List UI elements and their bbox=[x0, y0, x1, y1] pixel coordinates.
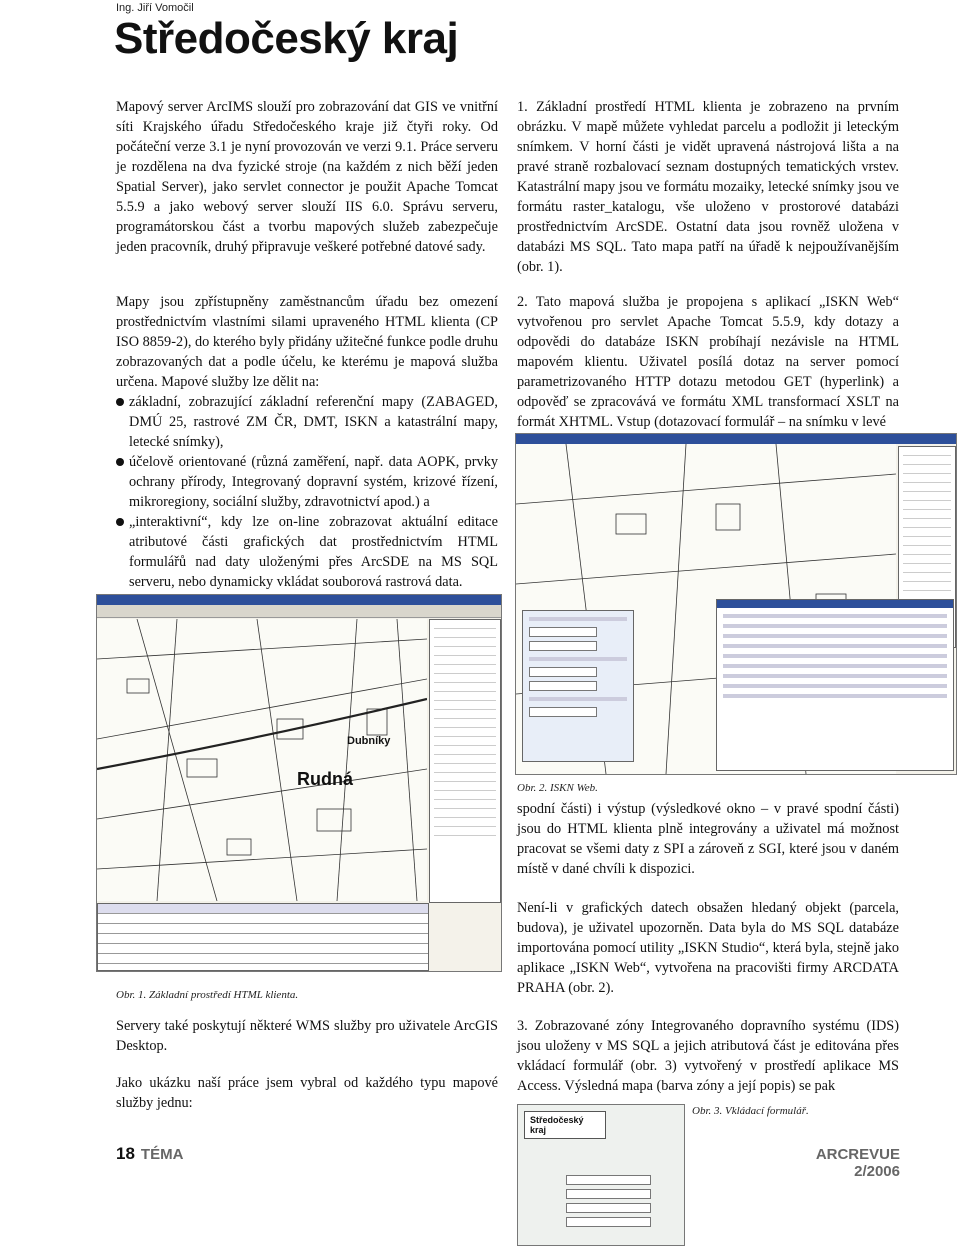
list-item: účelově orientované (různá zaměření, např. data AOPK, prvky ochrany přírody, Integrovaný dopravní systém, krizové řízení, mikroregiony, sociální služby, zdravotnictví apod.) a bbox=[116, 452, 498, 512]
list-item: základní, zobrazující základní referenční mapy (ZABAGED, DMÚ 25, rastrové ZM ČR, DMT, ISKN a katastrální mapy, letecké snímky), bbox=[116, 392, 498, 452]
right-paragraph-2-text: Tato mapová služba je propojena s aplikací „ISKN Web“ vytvořenou pro servlet Apache Tomcat 5.5.9, kdy dotazy a odpovědi do databáze ISKN probíhají nezávisle na HTML mapovém klientu. Uživatel posílá dotaz na server pomocí parametrizovaného HTTP dotazu metodou GET (hyperlink) a odpověď se zpracovává ve formátu XML transformací XSLT na formát XHTML. Vstup (dotazovací formulář – na snímku v levé bbox=[517, 294, 899, 430]
window-titlebar bbox=[97, 595, 501, 605]
section-number-2: 2. bbox=[517, 294, 528, 310]
right-paragraph-2-continued: spodní části) i výstup (výsledkové okno – v pravé spodní části) jsou do HTML klienta plně integrovány a uživatel má možnost pracovat se všemi daty z SPI a zároveň z SGI, které jsou v daném místě v dané chvíli k dispozici. bbox=[517, 801, 899, 877]
author-name: Ing. Jiří Vomočil bbox=[116, 2, 194, 14]
right-paragraph-1-text: Základní prostředí HTML klienta je zobrazeno na prvním obrázku. V mapě můžete vyhledat parcelu a podložit ji leteckým snímkem. V horní části je vidět upravená nástrojová lišta a na pravé straně rozbalovací seznam dostupných tematických vrstev. Katastrální mapy jsou ve formátu mozaiky, letecké snímky jsou ve formátu raster_katalogu, vše uloženo v prostorové databázi prostřednictvím ArcSDE. Ostatní data jsou rovněž uložena v databázi MS SQL. Tato mapa patří na úřadě k nejpoužívanějším (obr. 1). bbox=[517, 99, 899, 275]
page-number: 18 bbox=[116, 1144, 135, 1163]
map-label-dubniky: Dubníky bbox=[347, 735, 391, 747]
page-footer-left bbox=[116, 1144, 183, 1164]
left-paragraph-4: Jako ukázku naší práce jsem vybral od každého typu mapové služby jednu: bbox=[116, 1075, 498, 1111]
map-area bbox=[97, 619, 427, 901]
figure-3-screenshot bbox=[517, 1104, 685, 1246]
right-paragraph-3: Není-li v grafických datech obsažen hledaný objekt (parcela, budova), je uživatel upozorněn. Data byla do MS SQL databáze importována pomocí utility „ISKN Studio“, která byla, stejně jako aplikace „ISKN Web“, vytvořena na pracovišti firmy ARCDATA PRAHA (obr. 2). bbox=[517, 900, 899, 996]
service-type-list bbox=[116, 392, 498, 592]
figure-1-caption: Obr. 1. Základní prostředí HTML klienta. bbox=[116, 989, 299, 1001]
left-paragraph-1: Mapový server ArcIMS slouží pro zobrazování dat GIS ve vnitřní síti Krajského úřadu Středočeského kraje již čtyři roky. Od počáteční verze 3.1 je nyní provozován ve verzi 9.1. Práce serveru je rozdělena na dva fyzické stroje (na každém z nich běží jeden Spatial Server), jako servlet connector je použit Apache Tomcat 5.5.9 a jako webový server slouží IIS 6.0. Správu serveru, programátorskou část a tvorbu mapových služeb zabezpečuje jeden pracovník, druhý připravuje veškeré potřebné datové sady. bbox=[116, 99, 498, 255]
section-number-1: 1. bbox=[517, 99, 528, 115]
right-paragraph-4-text: Zobrazované zóny Integrovaného dopravního systému (IDS) jsou uloženy v MS SQL a jejich atributová část je editována přes vkládací formulář (obr. 3) vytvořený v prostředí aplikace MS Access. Výsledná mapa (barva zóny a její popis) se pak bbox=[517, 1018, 900, 1094]
map-label-rudna: Rudná bbox=[297, 769, 353, 789]
layer-list-panel[interactable] bbox=[429, 619, 501, 903]
section-name: TÉMA bbox=[140, 1146, 184, 1163]
left-paragraph-3: Servery také poskytují některé WMS služby pro uživatele ArcGIS Desktop. bbox=[116, 1018, 498, 1054]
form-field[interactable] bbox=[566, 1189, 651, 1199]
section-number-3: 3. bbox=[517, 1018, 528, 1034]
right-paragraph-2 bbox=[517, 292, 899, 432]
toolbar bbox=[97, 605, 501, 618]
figure-1-screenshot bbox=[96, 594, 502, 972]
form-field[interactable] bbox=[566, 1203, 651, 1213]
form-field[interactable] bbox=[566, 1217, 651, 1227]
window-titlebar bbox=[516, 434, 956, 444]
parcel-map-graphic bbox=[97, 619, 427, 901]
result-window[interactable] bbox=[716, 599, 954, 771]
query-form-panel[interactable] bbox=[522, 610, 634, 762]
form-header: Středočeský kraj bbox=[524, 1111, 606, 1139]
form-field[interactable] bbox=[566, 1175, 651, 1185]
right-paragraph-4 bbox=[517, 1016, 899, 1096]
attribute-table[interactable] bbox=[97, 903, 429, 971]
article-title: Středočeský kraj bbox=[114, 14, 459, 63]
figure-2-screenshot bbox=[515, 433, 957, 775]
list-item: „interaktivní“, kdy lze on-line zobrazovat aktuální editace atributové části grafických dat prostřednictvím HTML formulářů nad daty uloženými přes ArcSDE na MS SQL serveru, nebo dynamicky vkládat souborová rastrová data. bbox=[116, 512, 498, 592]
figure-2-caption: Obr. 2. ISKN Web. bbox=[517, 782, 598, 794]
right-paragraph-1 bbox=[517, 97, 899, 277]
magazine-issue: ARCREVUE 2/2006 bbox=[815, 1146, 900, 1180]
figure-3-caption: Obr. 3. Vkládací formulář. bbox=[692, 1105, 809, 1117]
left-paragraph-2: Mapy jsou zpřístupněny zaměstnancům úřadu bez omezení prostřednictvím vlastními silami upraveného HTML klienta (CP ISO 8859-2), do kterého byly přidány užitečné funkce podle druhu zobrazovaných dat a podle účelu, ke kterému je mapová služba určena. Mapové služby lze dělit na: bbox=[116, 294, 498, 390]
